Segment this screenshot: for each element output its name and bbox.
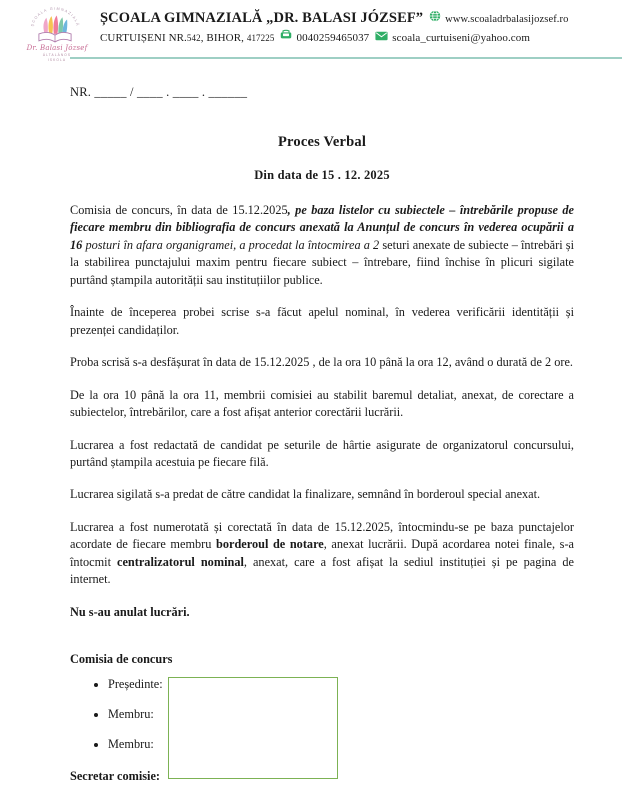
address-postal-code: 417225	[246, 33, 275, 43]
annulment-statement: Nu s-au anulat lucrări.	[70, 604, 190, 619]
logo-script-name: Dr. Balasi József	[26, 44, 88, 52]
school-address	[100, 30, 274, 47]
page-title: Proces Verbal	[277, 134, 367, 150]
document-date-subtitle: Din data de 15 . 12. 2025	[254, 168, 390, 182]
paragraph-7-seg-2: borderoul de notare	[216, 537, 324, 552]
school-name: ȘCOALA GIMNAZIALĂ „DR. BALASI JÓZSEF”	[100, 10, 424, 26]
paragraph-1-seg-2: , pe baza listelor cu subiectele – întrebările propuse de fiecare membru din bibliografia de concurs anexată la Anunțul de concurs în vederea ocupării a 16	[70, 203, 574, 252]
commission-block	[70, 652, 574, 784]
address-number: 542	[186, 33, 201, 43]
paragraph-4: De la ora 10 până la ora 11, membrii comisiei au stabilit baremul detaliat, anexat, de corectare a subiectelor, întrebărilor, care a fost afișat anterior corectării lucrării.	[70, 387, 574, 420]
commission-role-member-2: Membru:	[108, 737, 154, 752]
svg-text:ȘCOALA GIMNAZIALĂ: ȘCOALA GIMNAZIALĂ	[30, 6, 80, 28]
paragraph-2: Înainte de începerea probei scrise s-a făcut apelul nominal, în vederea verificării identității și prezenței candidaților.	[70, 305, 574, 337]
commission-role-president: Președinte:	[108, 676, 163, 691]
address-county: , BIHOR,	[200, 32, 247, 44]
school-phone: 0040259465037	[296, 32, 370, 44]
paragraph-3: Proba scrisă s-a desfășurat în data de 15.12.2025 , de la ora 10 până la ora 12, având o durată de 2 ore.	[70, 355, 573, 370]
header-divider	[70, 57, 622, 59]
address-street: CURTUIȘENI NR.	[100, 32, 187, 44]
document-body	[0, 85, 640, 784]
envelope-icon	[375, 31, 388, 41]
header-line-secondary	[100, 29, 640, 47]
header-text-block	[100, 4, 640, 47]
phone-icon	[280, 29, 292, 41]
paragraph-6: Lucrarea sigilată s-a predat de către candidat la finalizare, semnând în borderoul special anexat.	[70, 487, 541, 502]
header-line-primary	[100, 10, 640, 28]
commission-role-secretary: Secretar comisie:	[70, 768, 161, 783]
paragraph-7	[70, 519, 574, 589]
paragraph-5: Lucrarea a fost redactată de candidat pe seturile de hârtie asigurate de organizatorul concursului, purtând ștampila acestuia pe fiecare filă.	[70, 437, 574, 469]
signature-box[interactable]	[168, 677, 338, 779]
logo-subtext-line2: ISKOLA	[47, 57, 67, 62]
commission-role-member-1: Membru:	[108, 707, 154, 721]
registration-number-line: NR. _____ / ____ . ____ . ______	[70, 85, 248, 99]
paragraph-7-seg-1: Lucrarea a fost numerotată și corectată în data de 15.12.2025, întocmindu-se pe baza punctajelor acordate de fiecare membru	[70, 519, 574, 552]
document-header	[0, 0, 640, 62]
paragraph-1	[70, 202, 574, 289]
school-website[interactable]: www.scoaladrbalasijozsef.ro	[445, 14, 569, 25]
paragraph-1-seg-1: Comisia de concurs, în data de 15.12.2025	[70, 203, 288, 217]
paragraph-7-seg-5: , anexat, care a fost afișat la sediul instituției și pe pagina de internet.	[70, 554, 574, 587]
commission-title: Comisia de concurs	[70, 651, 173, 666]
globe-icon	[429, 10, 441, 22]
logo-subtext-line1: ÁLTALÁNOS	[42, 53, 72, 57]
paragraph-1-seg-3: posturi în afara organigramei, a procedat la întocmirea a 2	[82, 237, 380, 252]
paragraph-1-seg-4: seturi anexate de subiecte – întrebări și la stabilirea punctajului maxim pentru fiecare subiect – întrebare, fiind închise în plicuri sigilate purtând ștampila autorității sau instituțiilor publice.	[70, 237, 574, 287]
school-email[interactable]: scoala_curtuiseni@yahoo.com	[392, 32, 531, 44]
paragraph-7-seg-3: , anexat lucrării. După acordarea notei finale, s-a întocmit	[70, 537, 574, 569]
paragraph-7-seg-4: centralizatorul nominal	[116, 554, 244, 569]
